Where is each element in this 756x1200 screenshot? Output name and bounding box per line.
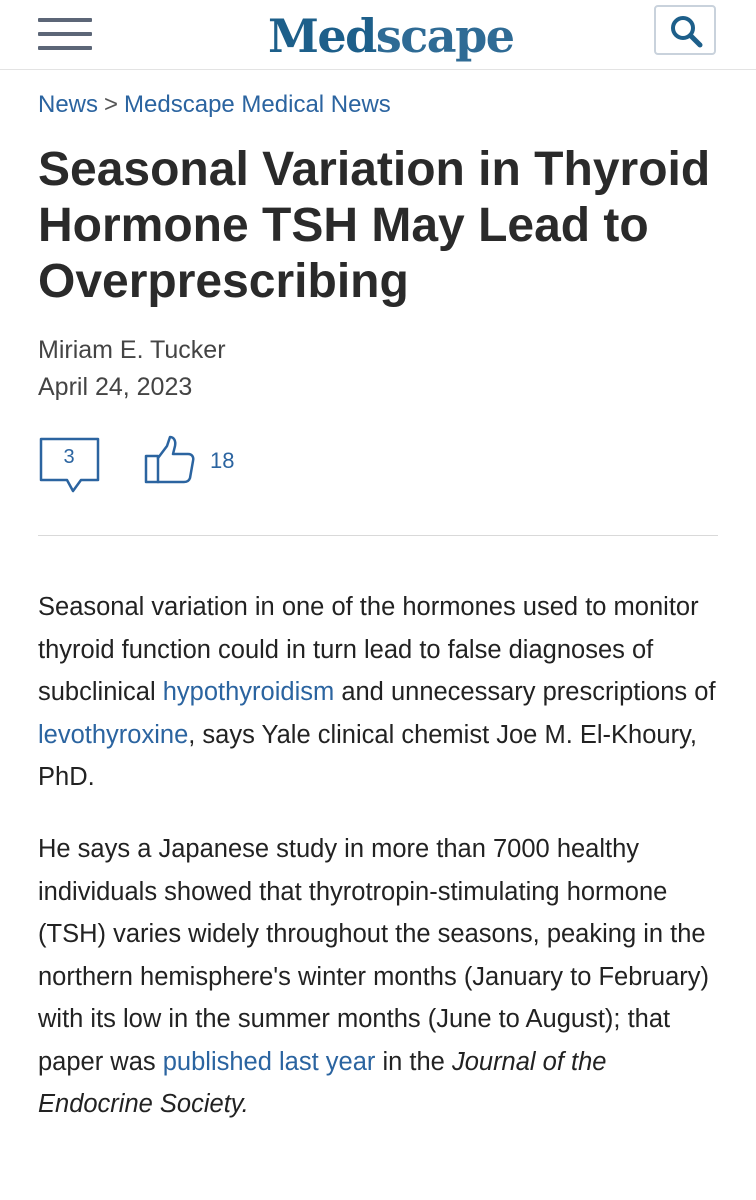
thumbs-up-icon [144, 434, 196, 486]
menu-bar [38, 32, 92, 36]
like-button[interactable] [144, 434, 244, 486]
logo-part-scape: scape [375, 9, 514, 63]
menu-bar [38, 18, 92, 22]
paragraph-text: , says Yale clinical chemist Joe M. El-Khoury, PhD. [38, 720, 698, 791]
search-icon [669, 14, 703, 48]
breadcrumb-medscape-medical-news-link[interactable]: Medscape Medical News [124, 91, 391, 118]
medscape-logo[interactable] [268, 6, 514, 66]
comments-button[interactable] [38, 436, 102, 494]
paragraph-text: and unnecessary prescriptions of [334, 678, 716, 706]
levothyroxine-link[interactable]: levothyroxine [38, 720, 189, 749]
likes-count: 18 [210, 448, 235, 473]
site-header [0, 0, 756, 70]
breadcrumb-separator: > [104, 91, 119, 118]
logo-part-med: Med [268, 9, 376, 63]
breadcrumb-news-link[interactable]: News [38, 91, 99, 118]
divider [38, 535, 718, 536]
article-paragraph-2 [38, 828, 728, 1126]
breadcrumb [38, 90, 391, 120]
publish-date: April 24, 2023 [38, 373, 193, 401]
hypothyroidism-link[interactable]: hypothyroidism [162, 678, 335, 706]
hamburger-menu-icon[interactable] [38, 18, 92, 52]
paragraph-text: He says a Japanese study in more than 7000 healthy individuals showed that thyrotropin-stimulating hormone (TSH) varies widely throughout the seasons, peaking in the northern hemisphere's winter months (January to February) with its low in the summer months (June to August); that paper was [38, 835, 709, 1076]
article-paragraph-1 [38, 586, 728, 799]
paragraph-text: in the [375, 1047, 452, 1076]
search-button[interactable] [654, 5, 716, 55]
published-last-year-link[interactable]: published last year [162, 1047, 376, 1076]
author-name[interactable]: Miriam E. Tucker [38, 336, 226, 364]
journal-name: Journal of the Endocrine Society. [38, 1047, 607, 1118]
paragraph-text: Seasonal variation in one of the hormones used to monitor thyroid function could in turn lead to false diagnoses of subclinical [38, 593, 699, 706]
menu-bar [38, 46, 92, 50]
article-title: Seasonal Variation in Thyroid Hormone TSH May Lead to Overprescribing [38, 143, 711, 308]
comments-count: 3 [63, 446, 75, 468]
